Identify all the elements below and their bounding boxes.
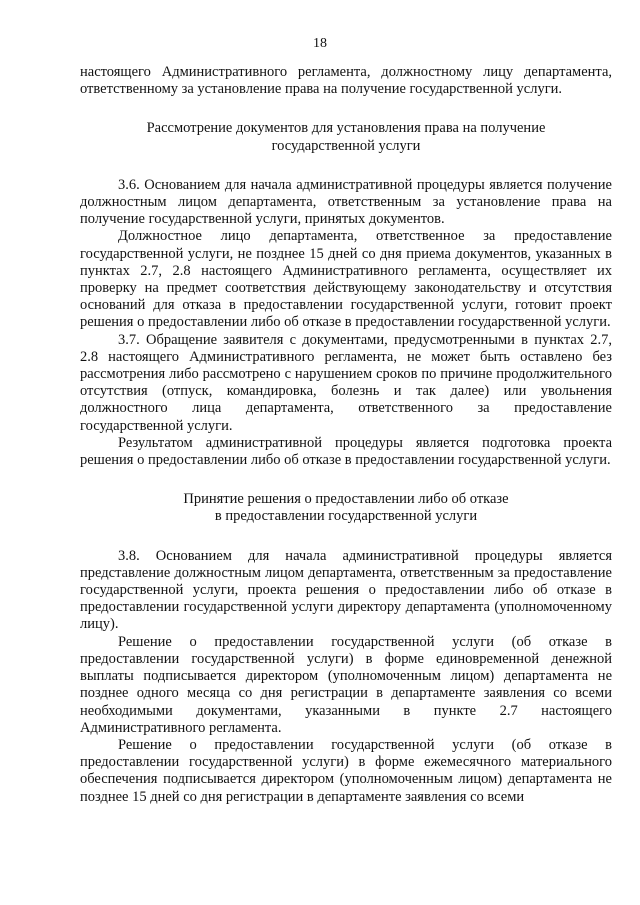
paragraph-3-8: 3.8. Основанием для начала административной процедуры является представление должностным лицом департамента, ответственным за предоставление государственной услуги, проекта решения о предоставлении либо об отказе в предоставлении государственной услуги директору департамента (уполномоченному лицу). xyxy=(80,547,612,633)
paragraph: Должностное лицо департамента, ответственное за предоставление государственной услуги, не позднее 15 дней со дня приема документов, указанных в пунктах 2.7, 2.8 настоящего Административного регламента, осуществляет их проверку на предмет соответствия действующему законодательству и отсутствия оснований для отказа в предоставлении государственной услуги, готовит проект решения о предоставлении либо об отказе в предоставлении государственной услуги. xyxy=(80,228,612,331)
page-number: 18 xyxy=(313,36,327,51)
section-heading-line: Рассмотрение документов для установления права на получение xyxy=(146,120,546,137)
section-heading-line: государственной услуги xyxy=(271,137,421,154)
section-heading-line: в предоставлении государственной услуги xyxy=(214,508,478,525)
section-heading-decision xyxy=(80,491,612,525)
section-heading-line: Принятие решения о предоставлении либо об отказе xyxy=(183,491,509,508)
section-heading-review xyxy=(80,120,612,154)
document-body xyxy=(80,64,612,806)
paragraph-3-6: 3.6. Основанием для начала административной процедуры является получение должностным лицом департамента, ответственным за установление права на получение государственной услуги, принятых документов. xyxy=(80,176,612,228)
paragraph: Решение о предоставлении государственной услуги (об отказе в предоставлении государственной услуги) в форме ежемесячного материального обеспечения подписывается директором (уполномоченным лицом) департамента не позднее 15 дней со дня регистрации в департаменте заявления со всеми xyxy=(80,736,612,805)
paragraph-3-7: 3.7. Обращение заявителя с документами, предусмотренными в пунктах 2.7, 2.8 настоящего Административного регламента, не может быть оставлено без рассмотрения либо рассмотрено с нарушением сроков по причине продолжительного отсутствия (отпуск, командировка, болезнь и так далее) или увольнения должностного лица департамента, ответственного за предоставление государственной услуги. xyxy=(80,331,612,434)
paragraph: Результатом административной процедуры является подготовка проекта решения о предоставлении либо об отказе в предоставлении государственной услуги. xyxy=(80,434,612,469)
paragraph: Решение о предоставлении государственной услуги (об отказе в предоставлении государственной услуги) в форме единовременной денежной выплаты подписывается директором (уполномоченным лицом) департамента не позднее одного месяца со дня регистрации в департаменте заявления со всеми необходимыми документами, указанными в пункте 2.7 настоящего Административного регламента. xyxy=(80,633,612,736)
paragraph-continuation: настоящего Административного регламента, должностному лицу департамента, ответственному за установление права на получение государственной услуги. xyxy=(80,64,612,98)
